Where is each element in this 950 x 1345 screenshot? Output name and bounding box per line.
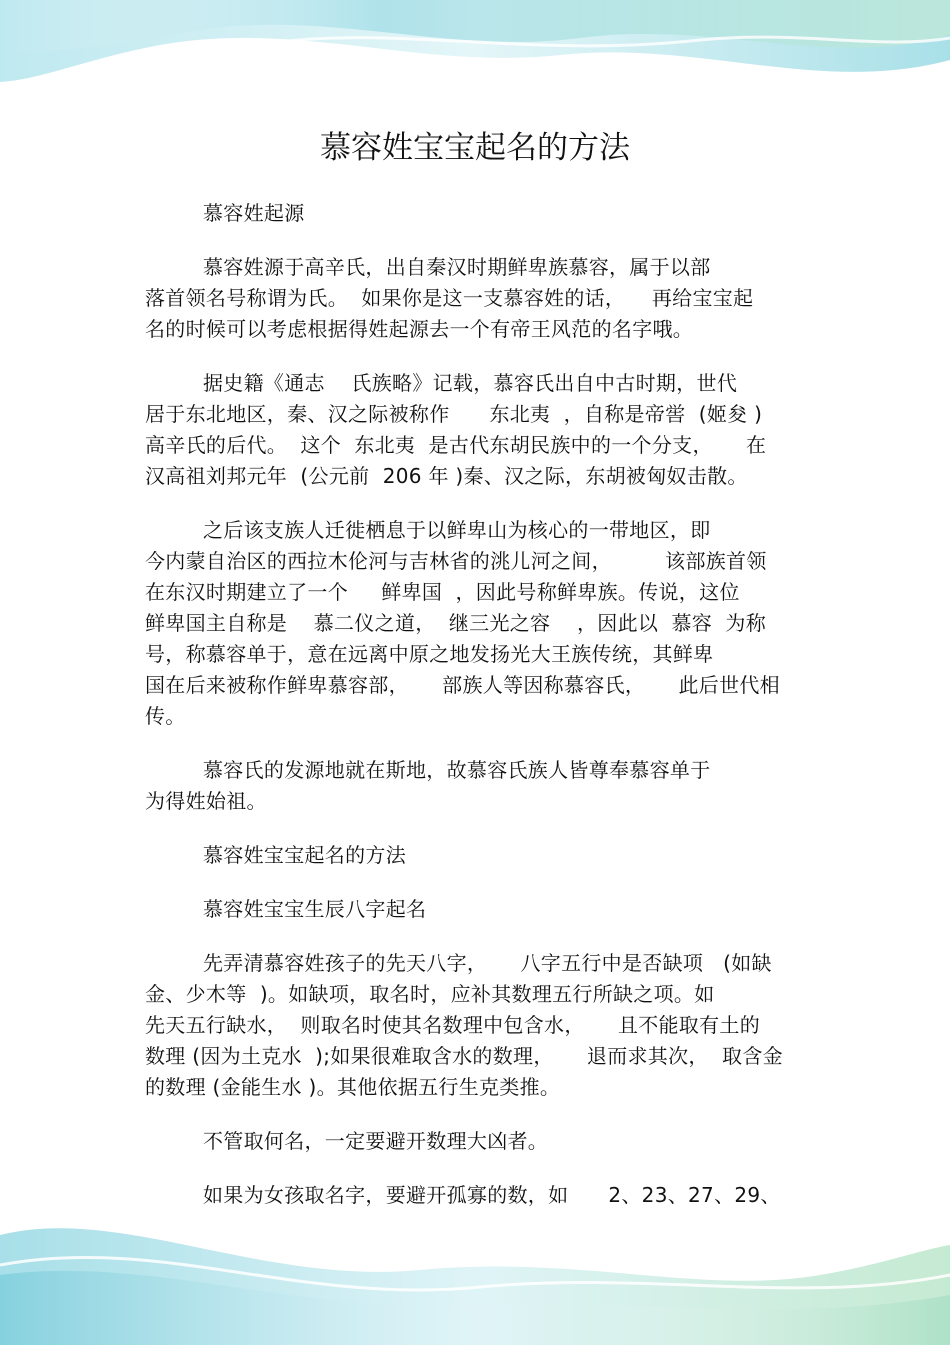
paragraph-line: 高辛氏的后代。 这个 东北夷 是古代东胡民族中的一个分支， 在 — [145, 433, 767, 457]
paragraph-line: 慕容姓宝宝起名的方法 — [203, 843, 406, 867]
paragraph-xianbei-migration — [145, 515, 810, 732]
paragraph-line: 居于东北地区，秦、汉之际被称作 东北夷 ，自称是帝喾 (姬夋 ) — [145, 402, 763, 426]
paragraph-line: 数理 (因为土克水 );如果很难取含水的数理， 退而求其次， 取含金 — [145, 1044, 783, 1068]
paragraph-line: 慕容姓起源 — [203, 201, 305, 225]
paragraph-line: 之后该支族人迁徙栖息于以鲜卑山为核心的一带地区，即 — [203, 518, 711, 542]
top-wave-decoration — [0, 0, 950, 120]
paragraph-line: 的数理 (金能生水 )。其他依据五行生克类推。 — [145, 1075, 561, 1099]
paragraph-line: 今内蒙自治区的西拉木伦河与吉林省的洮儿河之间， 该部族首领 — [145, 549, 767, 573]
paragraph-five-elements — [145, 948, 810, 1103]
paragraph-line: 慕容氏的发源地就在斯地，故慕容氏族人皆尊奉慕容单于 — [203, 758, 711, 782]
paragraph-line: 汉高祖刘邦元年 (公元前 206 年 )秦、汉之际，东胡被匈奴击散。 — [145, 464, 748, 488]
paragraph-line: 鲜卑国主自称是 慕二仪之道， 继三光之容 ，因此以 慕容 为称 — [145, 611, 767, 635]
paragraph-line: 名的时候可以考虑根据得姓起源去一个有帝王风范的名字哦。 — [145, 317, 694, 341]
paragraph-girl-names — [145, 1180, 810, 1211]
document-body — [145, 198, 810, 1234]
paragraph-line: 先弄清慕容姓孩子的先天八字， 八字五行中是否缺项 (如缺 — [203, 951, 772, 975]
paragraph-line: 在东汉时期建立了一个 鲜卑国 ，因此号称鲜卑族。传说，这位 — [145, 580, 740, 604]
paragraph-line: 传。 — [145, 704, 186, 728]
paragraph-line: 金、少木等 )。如缺项，取名时，应补其数理五行所缺之项。如 — [145, 982, 715, 1006]
paragraph-line: 据史籍《通志 氏族略》记载，慕容氏出自中古时期，世代 — [203, 371, 738, 395]
paragraph-avoid-bad-numbers — [145, 1126, 810, 1157]
paragraph-line: 落首领名号称谓为氏。 如果你是这一支慕容姓的话， 再给宝宝起 — [145, 286, 754, 310]
paragraph-line: 先天五行缺水， 则取名时使其名数理中包含水， 且不能取有土的 — [145, 1013, 761, 1037]
paragraph-line: 如果为女孩取名字，要避开孤寡的数，如 2、23、27、29、 — [203, 1183, 781, 1207]
paragraph-section-heading-bazi — [145, 894, 810, 925]
paragraph-line: 号，称慕容单于，意在远离中原之地发扬光大王族传统，其鲜卑 — [145, 642, 714, 666]
paragraph-line: 不管取何名，一定要避开数理大凶者。 — [203, 1129, 549, 1153]
page-title: 慕容姓宝宝起名的方法 — [320, 130, 630, 166]
paragraph-line: 国在后来被称作鲜卑慕容部， 部族人等因称慕容氏， 此后世代相 — [145, 673, 780, 697]
paragraph-section-heading-naming — [145, 840, 810, 871]
paragraph-section-heading-origin — [145, 198, 810, 229]
paragraph-line: 慕容姓宝宝生辰八字起名 — [203, 897, 427, 921]
paragraph-origin-intro — [145, 252, 810, 345]
paragraph-historical-records — [145, 368, 810, 492]
paragraph-ancestor — [145, 755, 810, 817]
paragraph-line: 为得姓始祖。 — [145, 789, 267, 813]
paragraph-line: 慕容姓源于高辛氏，出自秦汉时期鲜卑族慕容，属于以部 — [203, 255, 711, 279]
